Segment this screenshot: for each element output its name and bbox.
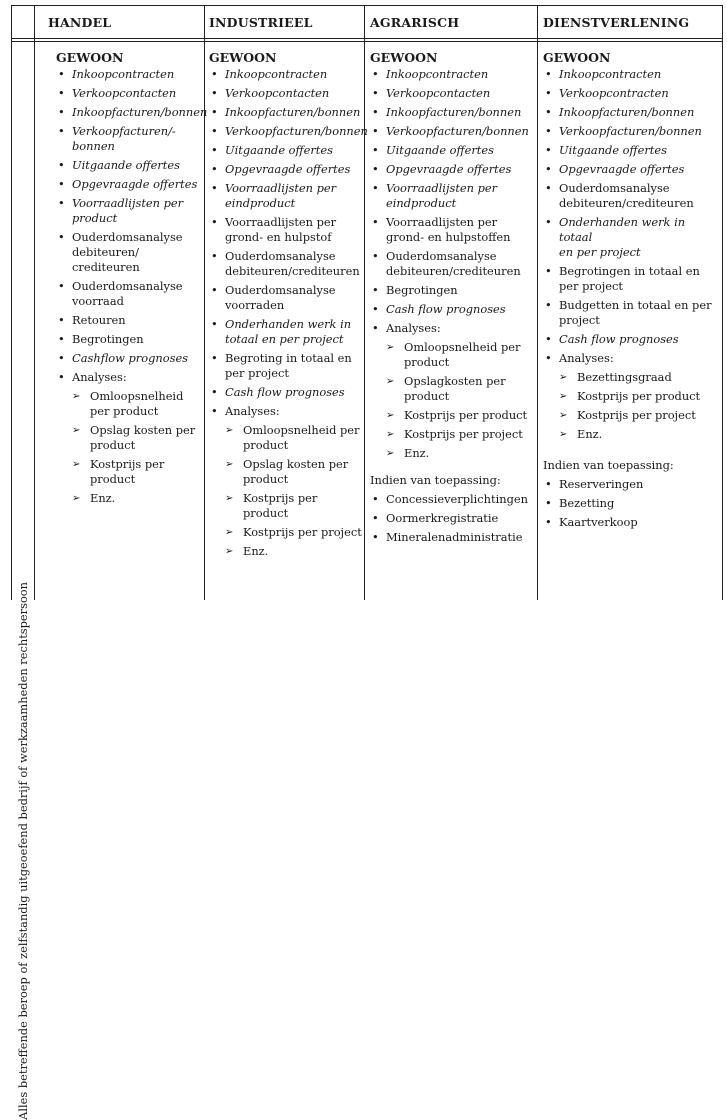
column-divider	[537, 6, 538, 600]
text-segment: Opgevraagde offertes	[386, 162, 512, 176]
text-segment: product	[90, 472, 136, 486]
sub-list-item	[370, 446, 536, 461]
text-segment: grond- en hulpstof	[225, 230, 332, 244]
text-segment: Enz.	[404, 446, 430, 460]
list-item	[209, 124, 368, 139]
text-segment: Uitgaande offertes	[386, 143, 494, 157]
text-segment: Bezettingsgraad	[577, 370, 672, 384]
table-frame	[11, 5, 723, 1120]
text-segment: Verkoopfacturen/bonnen	[225, 124, 368, 138]
sub-list-item	[56, 457, 202, 487]
text-segment: Begrotingen	[72, 332, 144, 346]
text-segment: Kostprijs per project	[577, 408, 696, 422]
list-item	[209, 143, 363, 158]
text-segment: per project	[225, 366, 289, 380]
text-segment: Cash flow prognoses	[559, 332, 679, 346]
list-item	[56, 313, 202, 328]
text-segment: Cash flow prognoses	[225, 385, 345, 399]
text-segment: debiteuren/	[72, 245, 139, 259]
header-underline	[12, 38, 722, 39]
text-segment: eindproduct	[225, 196, 296, 210]
list-item	[543, 67, 719, 82]
list-item	[370, 530, 536, 545]
list-item	[370, 511, 536, 526]
text-segment: per project	[559, 279, 623, 293]
text-segment: Verkoopfacturen/bonnen	[386, 124, 529, 138]
text-segment: product	[243, 472, 289, 486]
list-item	[543, 86, 719, 101]
list-item	[543, 264, 719, 294]
text-segment: Verkoopfacturen/bonnen	[559, 124, 702, 138]
list-item	[209, 86, 363, 101]
list-item	[370, 283, 536, 298]
list-item	[56, 196, 202, 226]
text-segment: Uitgaande offertes	[225, 143, 333, 157]
text-segment: Ouderdomsanalyse	[559, 181, 670, 195]
text-segment: Concessieverplichtingen	[386, 492, 528, 506]
sub-list-item	[370, 340, 536, 370]
text-segment: product	[404, 389, 450, 403]
list-item	[543, 332, 719, 347]
list-item	[56, 351, 202, 366]
text-segment: eindproduct	[386, 196, 457, 210]
text-segment: Voorraadlijsten per	[386, 215, 498, 229]
text-segment: grond- en hulpstoffen	[386, 230, 511, 244]
sub-list-item	[370, 374, 536, 404]
list-item	[543, 215, 719, 260]
text-segment: Inkoopcontracten	[72, 67, 175, 81]
text-segment: Kostprijs per project	[243, 525, 362, 539]
list-item	[370, 86, 536, 101]
text-segment: Begrotingen in totaal en	[559, 264, 700, 278]
toepassing-label: Indien van toepassing:	[370, 473, 501, 487]
text-segment: Enz.	[90, 491, 116, 505]
text-segment: Ouderdomsanalyse	[386, 249, 497, 263]
list-item	[56, 86, 202, 101]
text-segment: Bezetting	[559, 496, 615, 510]
text-segment: Kaartverkoop	[559, 515, 638, 529]
sidebar-label: Alles betreffende beroep of zelfstandig uitgeoefend bedrijf of werkzaamheden rechtspersoon	[16, 582, 30, 1120]
text-segment: product	[243, 506, 289, 520]
list-item	[209, 249, 363, 279]
text-segment: Omloopsnelheid	[90, 389, 184, 403]
sidebar-label-cell	[12, 42, 34, 1120]
text-segment: Verkoopcontacten	[72, 86, 177, 100]
header-handel: HANDEL	[48, 14, 112, 30]
text-segment: debiteuren/crediteuren	[386, 264, 521, 278]
text-segment: Ouderdomsanalyse	[72, 279, 183, 293]
sub-list-item	[543, 389, 719, 404]
text-segment: Omloopsnelheid per	[404, 340, 521, 354]
list-item	[56, 158, 202, 173]
column-divider	[204, 6, 205, 600]
list-item	[543, 105, 719, 120]
text-segment: Analyses:	[386, 321, 441, 335]
text-segment: Mineralenadministratie	[386, 530, 523, 544]
text-segment: voorraden	[225, 298, 285, 312]
sub-list-item	[56, 389, 202, 419]
text-segment: debiteuren/crediteuren	[559, 196, 694, 210]
column-agrarisch	[370, 50, 536, 549]
list-item	[370, 321, 536, 336]
text-segment: product	[243, 438, 289, 452]
column-industrieel	[209, 50, 368, 563]
list-item	[56, 124, 202, 154]
text-segment: Opslag kosten per	[243, 457, 349, 471]
sub-list-item	[209, 544, 363, 559]
list-item	[209, 215, 363, 245]
text-segment: Inkoopfacturen/bonnen	[72, 105, 208, 119]
text-segment: Analyses:	[225, 404, 280, 418]
text-segment: Inkoopcontracten	[559, 67, 662, 81]
column-dienstverlening	[543, 50, 719, 534]
sub-list-item	[370, 408, 536, 423]
text-segment: Inkoopfacturen/bonnen	[386, 105, 522, 119]
text-segment: voorraad	[72, 294, 124, 308]
text-segment: Retouren	[72, 313, 126, 327]
list-item	[370, 67, 536, 82]
list-item	[209, 181, 363, 211]
list-item	[543, 351, 719, 366]
text-segment: Inkoopfacturen/bonnen	[225, 105, 361, 119]
list-item	[56, 105, 208, 120]
text-segment: Onderhanden werk in	[225, 317, 352, 331]
text-segment: Inkoopcontracten	[386, 67, 489, 81]
gewoon-heading: GEWOON	[370, 50, 438, 65]
text-segment: Kostprijs per project	[404, 427, 523, 441]
column-divider	[364, 6, 365, 600]
text-segment: Opgevraagde offertes	[559, 162, 685, 176]
list-item	[56, 332, 202, 347]
list-item	[370, 249, 536, 279]
text-segment: debiteuren/crediteuren	[225, 264, 360, 278]
text-segment: Inkoopfacturen/bonnen	[559, 105, 695, 119]
list-item	[209, 317, 363, 347]
list-item	[543, 124, 719, 139]
list-item	[370, 492, 536, 507]
text-segment: project	[559, 313, 600, 327]
sub-list-item	[370, 427, 536, 442]
list-item	[56, 177, 202, 192]
text-segment: Inkoopcontracten	[225, 67, 328, 81]
list-item	[209, 351, 363, 381]
header-agrarisch: AGRARISCH	[370, 14, 460, 30]
list-item	[370, 215, 536, 245]
gewoon-heading: GEWOON	[209, 50, 277, 65]
list-item	[543, 298, 719, 328]
header-industrieel: INDUSTRIEEL	[209, 14, 313, 30]
text-segment: Uitgaande offertes	[559, 143, 667, 157]
sub-list-item	[209, 457, 363, 487]
list-item	[209, 404, 363, 419]
column-divider	[34, 6, 35, 600]
list-item	[543, 496, 719, 511]
text-segment: Reserveringen	[559, 477, 644, 491]
gewoon-heading: GEWOON	[56, 50, 124, 65]
text-segment: Opgevraagde offertes	[225, 162, 351, 176]
list-item	[209, 105, 363, 120]
list-item	[370, 302, 536, 317]
list-item	[370, 143, 536, 158]
text-segment: Verkoopcontacten	[225, 86, 330, 100]
list-item	[209, 283, 363, 313]
sub-list-item	[209, 525, 363, 540]
text-segment: product	[404, 355, 450, 369]
text-segment: Verkoopcontacten	[386, 86, 491, 100]
list-item	[209, 385, 363, 400]
list-item	[370, 162, 536, 177]
text-segment: Oormerkregistratie	[386, 511, 499, 525]
gewoon-heading: GEWOON	[543, 50, 611, 65]
header-dienstverlening: DIENSTVERLENING	[543, 14, 690, 30]
sub-list-item	[543, 408, 719, 423]
sub-list-item	[56, 423, 202, 453]
text-segment: Enz.	[243, 544, 269, 558]
text-segment: Verkoopfacturen/-	[72, 124, 176, 138]
list-item	[543, 162, 719, 177]
sub-list-item	[209, 491, 363, 521]
text-segment: Kostprijs per	[90, 457, 165, 471]
text-segment: Opslagkosten per	[404, 374, 506, 388]
text-segment: Ouderdomsanalyse	[225, 283, 336, 297]
text-segment: Ouderdomsanalyse	[72, 230, 183, 244]
text-segment: Voorraadlijsten per	[386, 181, 498, 195]
toepassing-label: Indien van toepassing:	[543, 458, 674, 472]
text-segment: totaal en per project	[225, 332, 344, 346]
text-segment: Verkoopcontracten	[559, 86, 669, 100]
text-segment: Opslag kosten per	[90, 423, 196, 437]
text-segment: bonnen	[72, 139, 115, 153]
text-segment: crediteuren	[72, 260, 140, 274]
text-segment: Kostprijs per product	[577, 389, 701, 403]
text-segment: Analyses:	[559, 351, 614, 365]
text-segment: Kostprijs per	[243, 491, 318, 505]
list-item	[543, 515, 719, 530]
text-segment: Opgevraagde offertes	[72, 177, 198, 191]
text-segment: per product	[90, 404, 159, 418]
list-item	[56, 279, 202, 309]
text-segment: Enz.	[577, 427, 603, 441]
text-segment: Cashflow prognoses	[72, 351, 189, 365]
column-handel	[56, 50, 208, 510]
text-segment: Voorraadlijsten per	[225, 181, 337, 195]
text-segment: Cash flow prognoses	[386, 302, 506, 316]
list-item	[543, 143, 719, 158]
text-segment: Onderhanden werk in totaal	[559, 215, 686, 244]
text-segment: Analyses:	[72, 370, 127, 384]
list-item	[209, 67, 363, 82]
text-segment: en per project	[559, 245, 641, 259]
list-item	[56, 230, 202, 275]
text-segment: product	[90, 438, 136, 452]
list-item	[56, 67, 202, 82]
sub-list-item	[543, 427, 719, 442]
sub-list-item	[56, 491, 202, 506]
list-item	[370, 124, 536, 139]
sub-list-item	[209, 423, 363, 453]
text-segment: Uitgaande offertes	[72, 158, 180, 172]
text-segment: Kostprijs per product	[404, 408, 528, 422]
text-segment: Omloopsnelheid per	[243, 423, 360, 437]
text-segment: Voorraadlijsten per	[72, 196, 184, 210]
text-segment: Budgetten in totaal en per	[559, 298, 712, 312]
list-item	[543, 477, 719, 492]
list-item	[209, 162, 363, 177]
list-item	[370, 181, 536, 211]
sub-list-item	[543, 370, 719, 385]
text-segment: product	[72, 211, 118, 225]
header-underline-double	[12, 41, 722, 42]
text-segment: Begroting in totaal en	[225, 351, 352, 365]
text-segment: Ouderdomsanalyse	[225, 249, 336, 263]
list-item	[56, 370, 202, 385]
list-item	[543, 181, 719, 211]
text-segment: Begrotingen	[386, 283, 458, 297]
list-item	[370, 105, 536, 120]
text-segment: Voorraadlijsten per	[225, 215, 337, 229]
